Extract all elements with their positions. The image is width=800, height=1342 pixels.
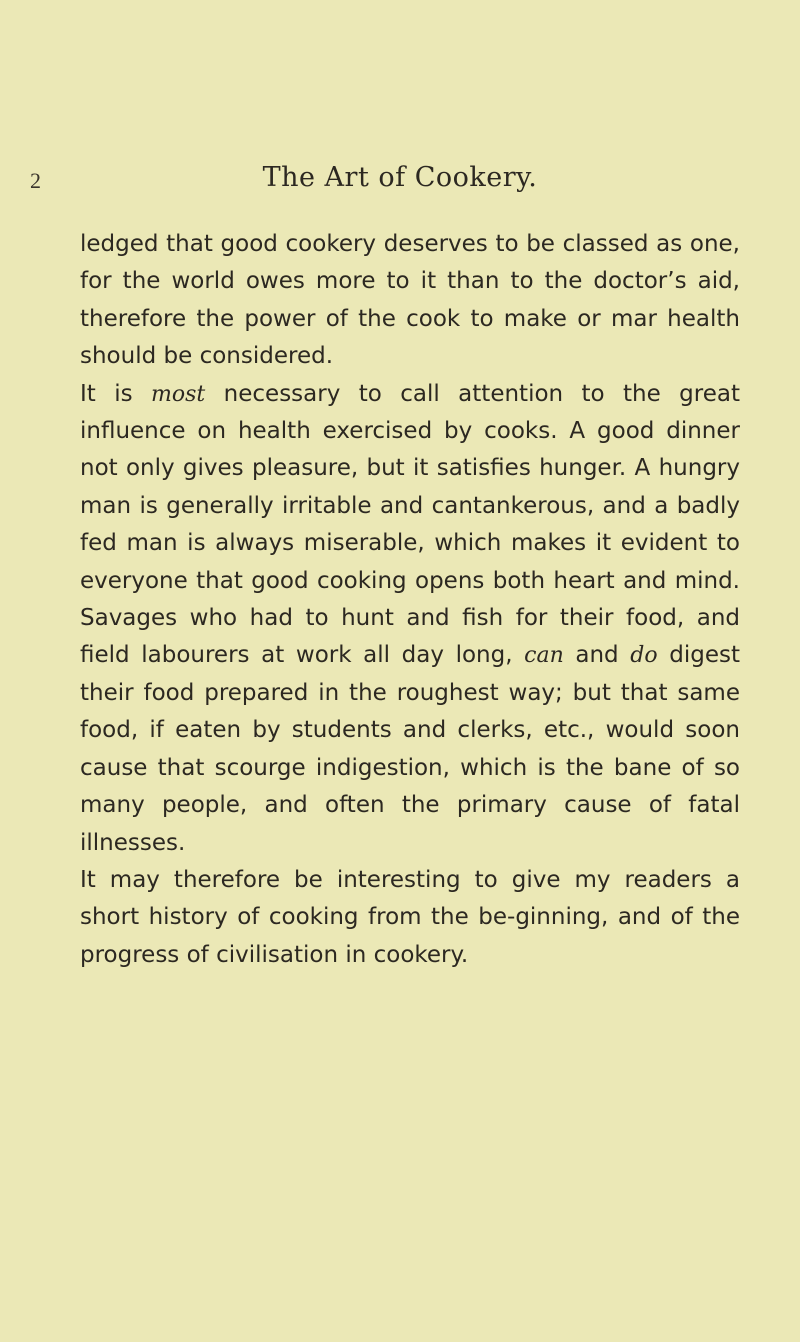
body-text — [80, 226, 740, 974]
text-segment: digest their food prepared in the roughest way; but that same food, if eaten by students and clerks, etc., would soon cause that scourge indigestion, which is the bane of so many people, and often the primary cause of fatal illnesses. — [80, 642, 740, 856]
text-segment: ledged that good cookery deserves to be classed as one, for the world owes more to it than to the doctor’s aid, therefore the power of the cook to make or mar health should be considered. — [80, 231, 740, 370]
text-segment: necessary to call attention to the great influence on health exercised by cooks. A good dinner not only gives pleasure, but it satisfies hunger. A hungry man is generally irritable and cantankerous, and a badly fed man is always miserable, which makes it evident to everyone that good cooking opens both heart and mind. Savages who had to hunt and fish for their food, and field labourers at work all day long, — [80, 380, 740, 669]
emphasis-most: most — [151, 381, 206, 407]
emphasis-can: can — [524, 643, 564, 669]
paragraph-2 — [80, 376, 740, 862]
emphasis-do: do — [630, 643, 658, 669]
page-number: 2 — [30, 168, 41, 193]
running-title: The Art of Cookery. — [262, 162, 538, 193]
paragraph-1 — [80, 226, 740, 376]
text-segment: It is — [80, 380, 152, 407]
paragraph-3 — [80, 862, 740, 974]
text-segment: It may therefore be interesting to give my readers a short history of cooking from the be-ginning, and of the progress of civilisation in cookery. — [80, 866, 740, 968]
page-header — [30, 160, 770, 200]
text-segment: and — [563, 642, 631, 669]
